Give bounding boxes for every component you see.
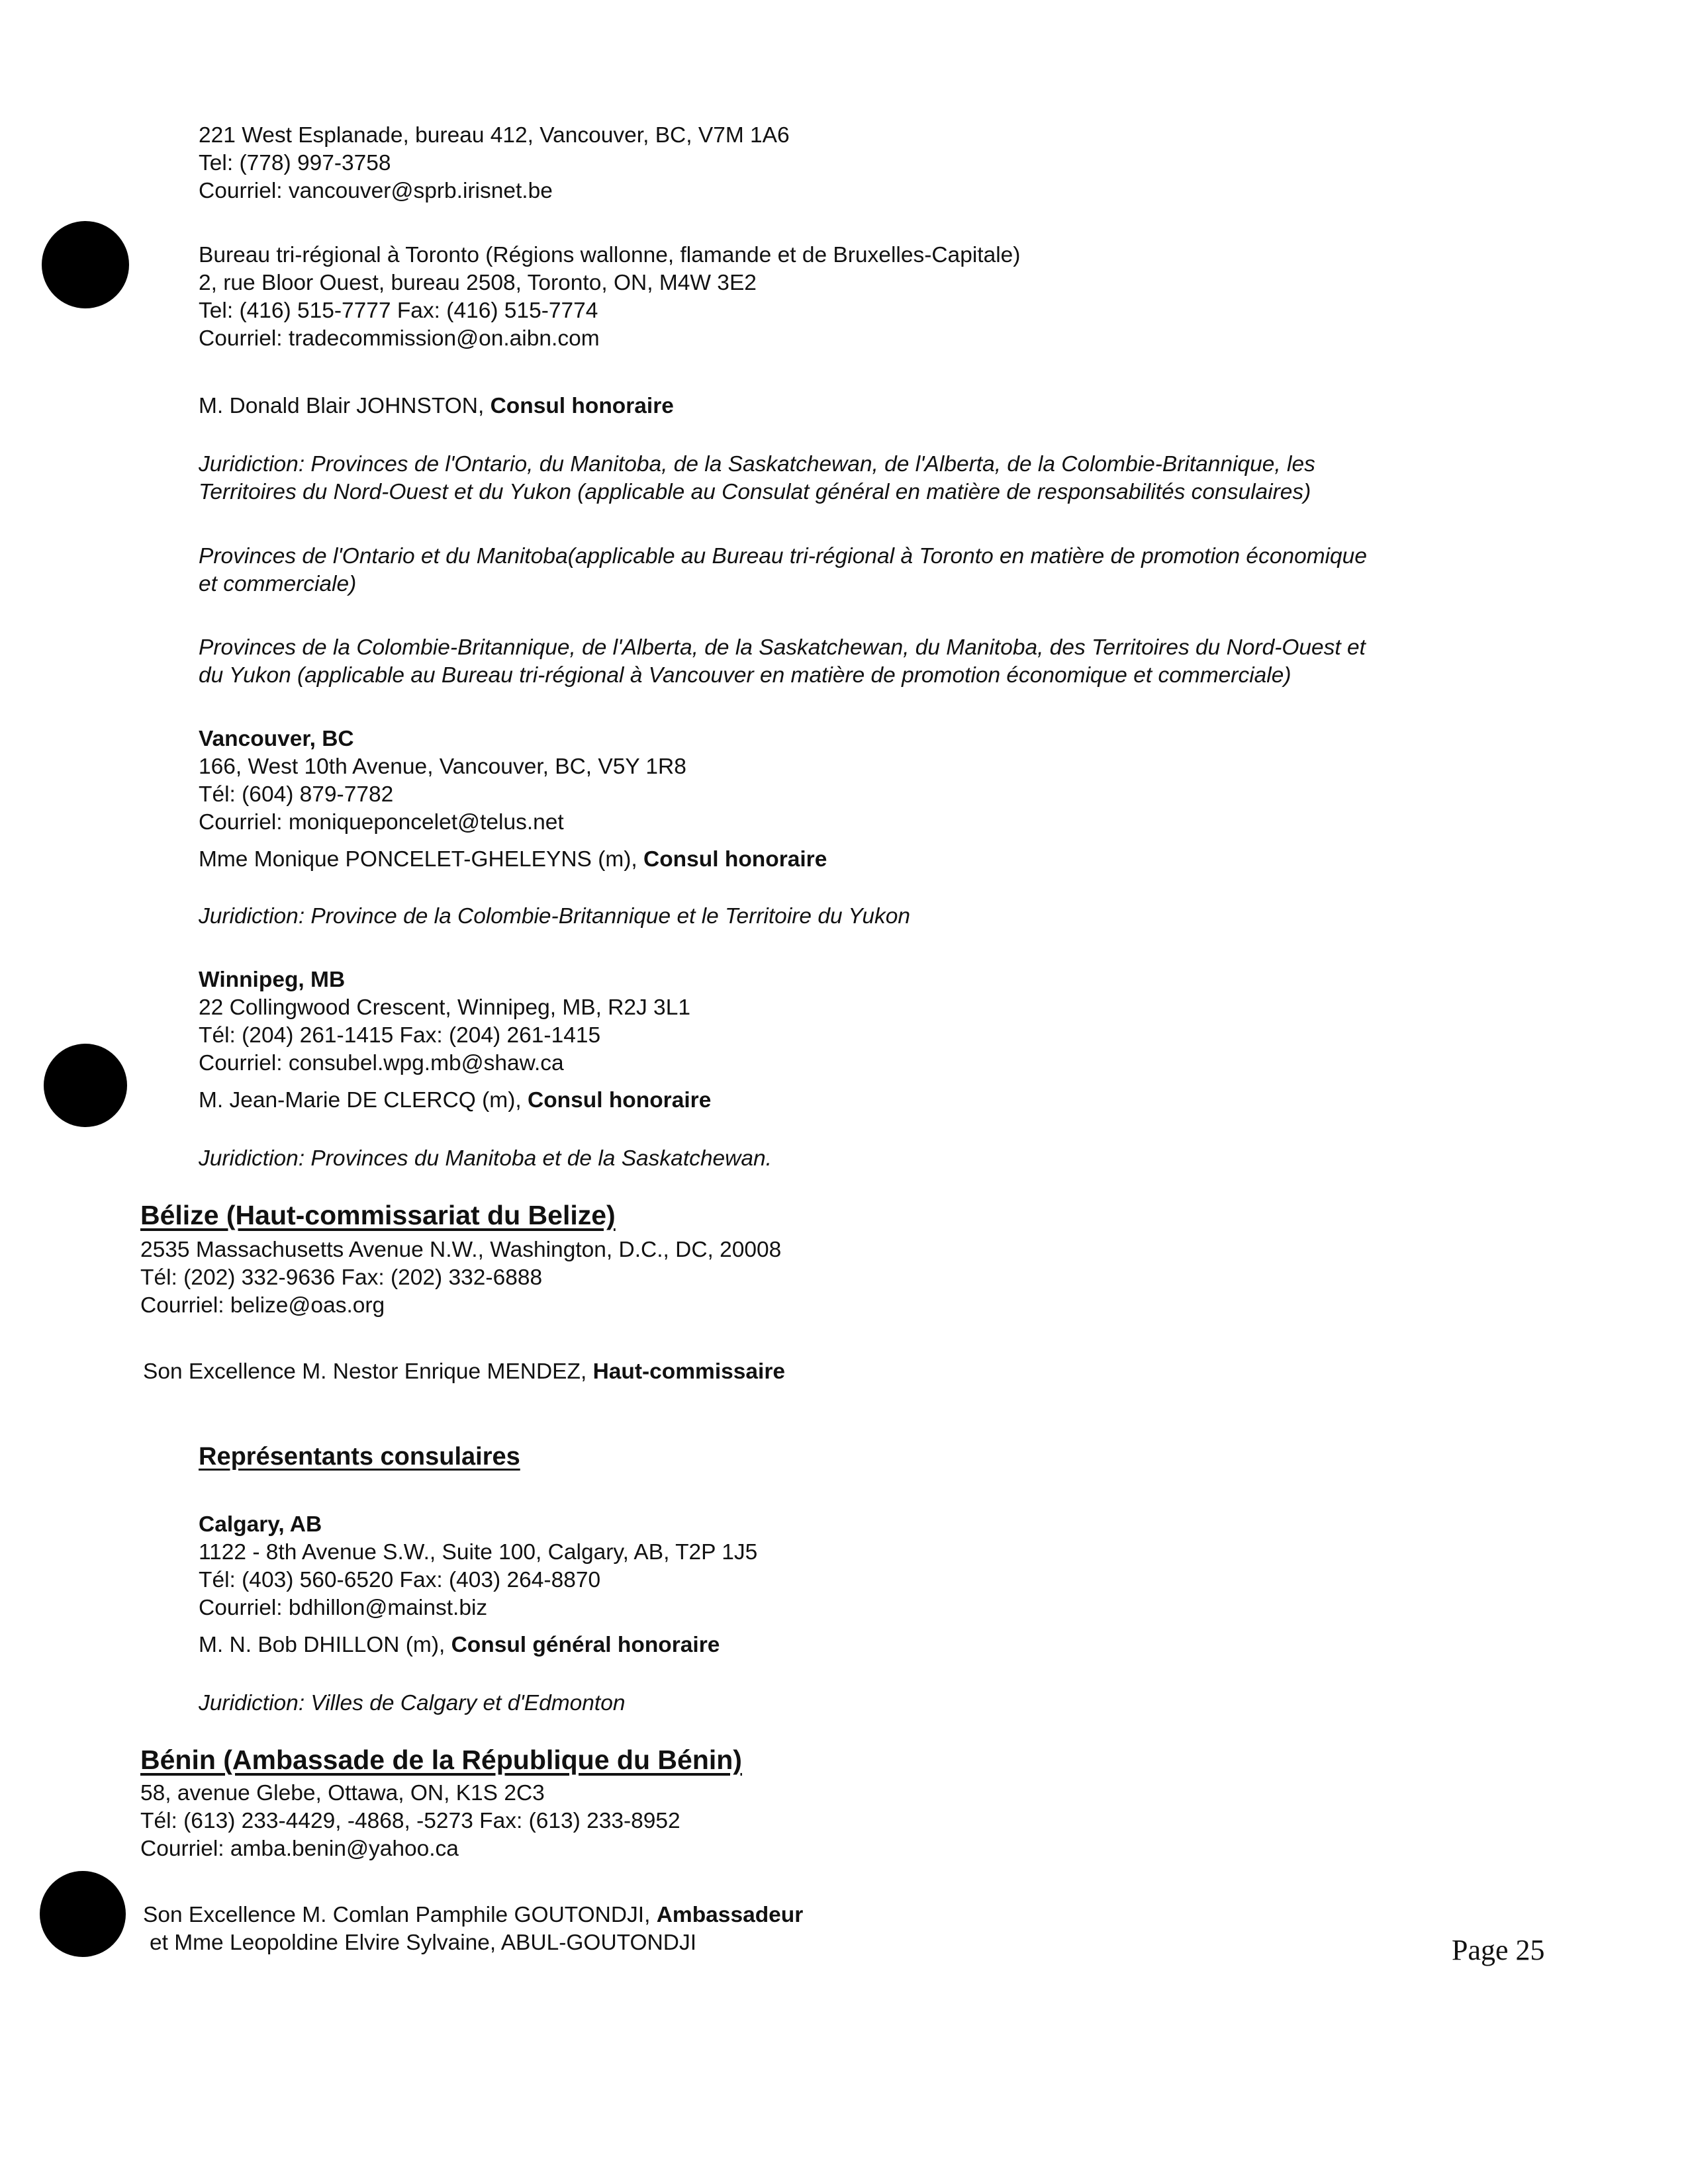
consular-representatives-heading: Représentants consulaires	[199, 1443, 520, 1471]
person-title: Consul général honoraire	[451, 1633, 720, 1657]
person-name: Son Excellence M. Nestor Enrique MENDEZ,	[143, 1359, 593, 1384]
person-title: Consul honoraire	[528, 1088, 712, 1113]
punch-hole-middle	[44, 1044, 127, 1127]
person-title: Consul honoraire	[643, 847, 827, 872]
jurisdiction-label: Juridiction:	[199, 904, 305, 929]
city-heading: Vancouver, BC	[199, 727, 354, 751]
consul-line	[199, 1631, 720, 1659]
phone-fax: Tél: (202) 332-9636 Fax: (202) 332-6888	[140, 1265, 543, 1290]
city-heading: Calgary, AB	[199, 1512, 322, 1537]
bureau-name: Bureau tri-régional à Toronto (Régions wallonne, flamande et de Bruxelles-Capitale)	[199, 243, 1021, 267]
address: 22 Collingwood Crescent, Winnipeg, MB, R2J 3L1	[199, 995, 690, 1020]
jurisdiction-label: Juridiction:	[199, 1146, 305, 1171]
country-heading: Bénin (Ambassade de la République du Bénin)	[140, 1745, 742, 1775]
jurisdiction-text: Provinces de l'Ontario, du Manitoba, de la Saskatchewan, de l'Alberta, de la Colombie-Britannique, les	[305, 452, 1315, 477]
address: 1122 - 8th Avenue S.W., Suite 100, Calgary, AB, T2P 1J5	[199, 1540, 758, 1565]
jurisdiction-text: Villes de Calgary et d'Edmonton	[305, 1691, 626, 1715]
spouse-line: et Mme Leopoldine Elvire Sylvaine, ABUL-GOUTONDJI	[150, 1931, 697, 1955]
email: Courriel: bdhillon@mainst.biz	[199, 1596, 488, 1620]
address: 221 West Esplanade, bureau 412, Vancouver, BC, V7M 1A6	[199, 123, 790, 148]
address: 58, avenue Glebe, Ottawa, ON, K1S 2C3	[140, 1781, 545, 1805]
jurisdiction-line	[199, 1690, 626, 1717]
email: Courriel: vancouver@sprb.irisnet.be	[199, 179, 553, 203]
jurisdiction-3-line-1: Provinces de la Colombie-Britannique, de l'Alberta, de la Saskatchewan, du Manitoba, des Territoires du Nord-Ouest et	[199, 635, 1366, 660]
person-name: M. Donald Blair JOHNSTON,	[199, 394, 491, 418]
person-title: Consul honoraire	[490, 394, 674, 418]
jurisdiction-2-line-1: Provinces de l'Ontario et du Manitoba(applicable au Bureau tri-régional à Toronto en matière de promotion économique	[199, 544, 1367, 569]
city-heading: Winnipeg, MB	[199, 968, 346, 992]
jurisdiction-label: Juridiction:	[199, 1691, 305, 1715]
address: 2535 Massachusetts Avenue N.W., Washington, D.C., DC, 20008	[140, 1238, 782, 1262]
consul-line	[199, 846, 827, 874]
person-title: Haut-commissaire	[592, 1359, 786, 1384]
consul-line	[199, 392, 674, 420]
address: 2, rue Bloor Ouest, bureau 2508, Toronto, ON, M4W 3E2	[199, 271, 757, 295]
phone: Tél: (604) 879-7782	[199, 782, 394, 807]
person-title: Ambassadeur	[656, 1903, 804, 1927]
punch-hole-bottom	[40, 1871, 126, 1957]
email: Courriel: tradecommission@on.aibn.com	[199, 326, 600, 351]
jurisdiction-text: Province de la Colombie-Britannique et le Territoire du Yukon	[305, 904, 911, 929]
phone-fax: Tel: (416) 515-7777 Fax: (416) 515-7774	[199, 298, 598, 323]
phone-fax: Tél: (204) 261-1415 Fax: (204) 261-1415	[199, 1023, 601, 1048]
jurisdiction-3-line-2: du Yukon (applicable au Bureau tri-régional à Vancouver en matière de promotion économique et commerciale)	[199, 663, 1291, 688]
person-name: Mme Monique PONCELET-GHELEYNS (m),	[199, 847, 644, 872]
jurisdiction-line	[199, 903, 910, 931]
jurisdiction-label: Juridiction:	[199, 452, 305, 477]
phone-fax: Tél: (613) 233-4429, -4868, -5273 Fax: (613) 233-8952	[140, 1809, 680, 1833]
jurisdiction-line-1	[199, 451, 1315, 478]
email: Courriel: belize@oas.org	[140, 1293, 385, 1318]
person-name: Son Excellence M. Comlan Pamphile GOUTONDJI,	[143, 1903, 657, 1927]
phone-fax: Tél: (403) 560-6520 Fax: (403) 264-8870	[199, 1568, 601, 1592]
head-of-mission-line	[143, 1901, 803, 1929]
page-number: Page 25	[1452, 1934, 1545, 1966]
email: Courriel: moniqueponcelet@telus.net	[199, 810, 564, 835]
jurisdiction-text: Provinces du Manitoba et de la Saskatchewan.	[305, 1146, 772, 1171]
punch-hole-top	[42, 221, 129, 308]
person-name: M. Jean-Marie DE CLERCQ (m),	[199, 1088, 528, 1113]
head-of-mission-line	[143, 1358, 785, 1386]
email: Courriel: consubel.wpg.mb@shaw.ca	[199, 1051, 564, 1075]
email: Courriel: amba.benin@yahoo.ca	[140, 1837, 459, 1861]
address: 166, West 10th Avenue, Vancouver, BC, V5Y 1R8	[199, 754, 686, 779]
consul-line	[199, 1087, 711, 1115]
jurisdiction-line-2: Territoires du Nord-Ouest et du Yukon (applicable au Consulat général en matière de responsabilités consulaires)	[199, 480, 1311, 504]
jurisdiction-2-line-2: et commerciale)	[199, 572, 357, 596]
phone: Tel: (778) 997-3758	[199, 151, 391, 175]
jurisdiction-line	[199, 1145, 772, 1173]
country-heading: Bélize (Haut-commissariat du Belize)	[140, 1200, 616, 1230]
person-name: M. N. Bob DHILLON (m),	[199, 1633, 451, 1657]
